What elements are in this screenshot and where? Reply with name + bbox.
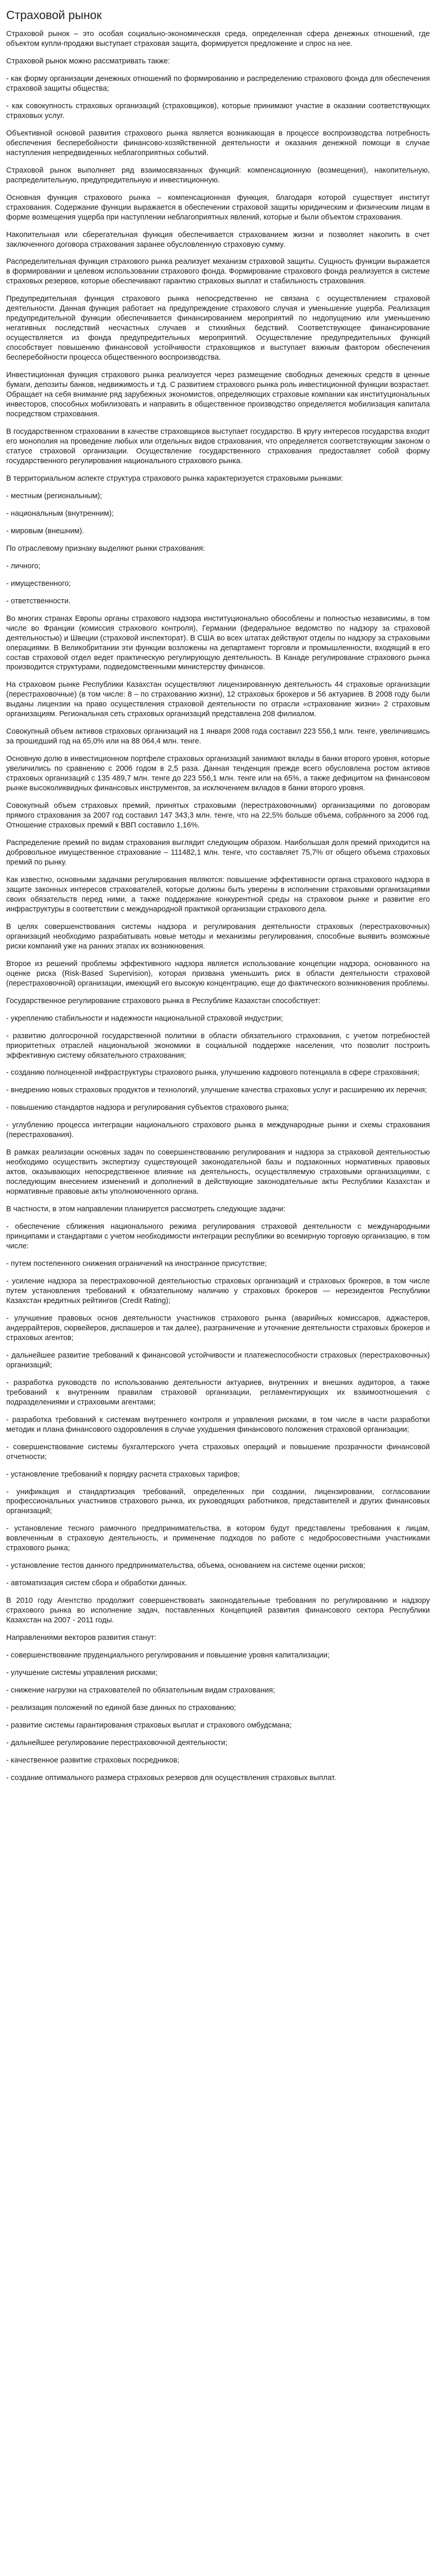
article-paragraph: Страховой рынок выполняет ряд взаимосвязанных функций: компенсационную (возмещения), накопительную, распределительную, предупредительную и инвестиционную.	[6, 166, 430, 184]
article-paragraph: В 2010 году Агентство продолжит совершенствовать законодательные требования по регулированию и надзору страхового рынка во исполнение задач, поставленных Концепцией развития финансового сектора Республики Казахстан на 2007 - 2011 годы.	[6, 1597, 430, 1625]
article-paragraph: Накопительная или сберегательная функция обеспечивается страхованием жизни и позволяет накопить в счет заключенного договора страхования заранее обусловленную страховую сумму.	[6, 230, 430, 249]
article-paragraph: Направлениями векторов развития станут:	[6, 1634, 156, 1642]
article-paragraph: Совокупный объем страховых премий, принятых страховыми (перестраховочными) организациями по договорам прямого страхования за 2007 год составил 147 343,3 млн. тенге, что на 22,5% больше объема, собранного за 2006 год. Отношение страховых премий к ВВП составило 1,16%.	[6, 802, 430, 830]
article-paragraph: Страховой рынок можно рассматривать также:	[6, 57, 170, 65]
article-paragraph: - дальнейшее развитие требований к финансовой устойчивости и платежеспособности страховых (перестраховочных) организаций;	[6, 1351, 430, 1369]
article-paragraph: Основную долю в инвестиционном портфеле страховых организаций занимают вклады в банки второго уровня, которые увеличились по сравнению с 2006 годом в 2,5 раза. Данная тенденция прежде всего обусловлена ростом активов страховых организаций с 135 489,7 млн. тенге до 223 556,1 млн. тенге или на 65%, а также дефицитом на финансовом рынке высоколиквидных финансовых инструментов, за исключением вкладов в банки второго уровня.	[6, 755, 430, 793]
article-paragraph: Предупредительная функция страхового рынка непосредственно не связана с осуществлением страховой деятельности. Данная функция работает на предупреждение страхового случая и уменьшение ущерба. Реализация предупредительной функции обеспечивается финансированием мероприятий по недопущению или уменьшению негативных последствий несчастных случаев и стихийных бедствий. Соответствующее финансирование осуществляется из фонда предупредительных мероприятий. Осуществление предупредительных функций способствует повышению финансовой устойчивости страховщиков и выступает важным фактором обеспечения бесперебойности процесса общественного воспроизводства.	[6, 295, 430, 362]
article-paragraph: Инвестиционная функция страхового рынка реализуется через размещение свободных денежных средств в ценные бумаги, депозиты банков, недвижимость и т.д. С развитием страхового рынка роль инвестиционной функции возрастает. Обращает на себя внимание ряд зарубежных экономистов, определяющих страховые компании как институциональных инвесторов, способных мобилизовать и направить в общественное производство определяется мобилизация капитала посредством страхования.	[6, 371, 430, 419]
article-body	[6, 29, 430, 1783]
article-paragraph: Объективной основой развития страхового рынка является возникающая в процессе воспроизводства потребность обеспечения бесперебойности финансово-хозяйственной деятельности и оказания денежной помощи в случае наступления непредвиденных неблагоприятных событий.	[6, 129, 430, 157]
article-title: Страховой рынок	[6, 8, 102, 22]
article-paragraph: - разработка требований к системам внутреннего контроля и управления рисками, в том числе в части разработки методик и плана финансового оздоровления в случае ухудшения финансового положения страховой организации;	[6, 1415, 430, 1434]
article-paragraph: Распределительная функция страхового рынка реализует механизм страховой защиты. Сущность функции выражается в формировании и целевом использовании страхового фонда. Формирование страхового фонда реализуется в системе страховых резервов, которые обеспечивают гарантию страховых выплат и стабильность страхования.	[6, 258, 430, 286]
article-paragraph: - путем постепенного снижения ограничений на иностранное присутствие;	[6, 1260, 267, 1268]
article-paragraph: - личного;	[6, 562, 41, 570]
article-paragraph: В государственном страховании в качестве страховщиков выступает государство. В кругу интересов государства входит его монополия на проведение любых или отдельных видов страхования, что определяется соответствующим законом о статусе страховой организации. Осуществление государственного страхования предоставляет собой форму государственного регулирования национального страхового рынка.	[6, 428, 430, 465]
article-paragraph: - усиление надзора за перестраховочной деятельностью страховых организаций и страховых брокеров, в том числе путем установления требований к обязательному наличию у страховых брокеров — нерезидентов Республики Казахстан кредитных рейтингов (Credit Rating);	[6, 1277, 430, 1305]
article-paragraph: - совершенствование пруденциального регулирования и повышение уровня капитализации;	[6, 1651, 330, 1660]
article-paragraph: Страховой рынок – это особая социально-экономическая среда, определенная сфера денежных отношений, где объектом купли-продажи выступает страховая защита, формируется предложение и спрос на нее.	[6, 30, 430, 48]
article-paragraph: В частности, в этом направлении планируется рассмотреть следующие задачи:	[6, 1205, 286, 1214]
article-paragraph: Распределение премий по видам страхования выглядит следующим образом. Наибольшая доля премий приходится на добровольное имущественное страхование – 111482,1 млн. тенге, что составляет 75,7% от общего объема страховых премий по рынку.	[6, 839, 430, 867]
article-paragraph: Государственное регулирование страхового рынка в Республике Казахстан способствует:	[6, 996, 321, 1005]
article-paragraph: - автоматизация систем сбора и обработки данных.	[6, 1579, 187, 1588]
article-paragraph: В рамках реализации основных задач по совершенствованию регулирования и надзора за страховой деятельностью необходимо осуществить экспертизу существующей законодательной базы и подзаконных нормативных правовых актов, оказывающих непосредственное влияние на деятельность, осуществляемую страховыми организациями, с последующим внесением изменений и дополнений в действующие законодательные акты Республики Казахстан и нормативные правовые акты уполномоченного органа.	[6, 1148, 430, 1196]
article-paragraph: - обеспечение сближения национального режима регулирования страховой деятельности с международными принципами и стандартами с учетом необходимости интеграции республики во всемирную торговую организацию, в том числе:	[6, 1223, 430, 1251]
article-paragraph: - созданию полноценной инфраструктуры страхового рынка, улучшению кадрового потенциала в сфере страхования;	[6, 1069, 420, 1077]
article-paragraph: Совокупный объем активов страховых организаций на 1 января 2008 года составил 223 556,1 млн. тенге, увеличившись за прошедший год на 65,0% или на 88 064,4 млн. тенге.	[6, 727, 430, 746]
article-paragraph: - создание оптимального размера страховых резервов для осуществления страховых выплат.	[6, 1773, 337, 1782]
article-paragraph: Второе из решений проблемы эффективного надзора является использование концепции надзора, основанного на оценке риска (Risk-Based Supervision), которая призвана уменьшить риск в области деятельности страховой (перестраховочной) организации, имеющий его высокую концентрацию, еще до фактического возникновения проблемы.	[6, 959, 430, 988]
article-paragraph: - совершенствование системы бухгалтерского учета страховых операций и повышение прозрачности финансовой отчетности;	[6, 1443, 430, 1461]
article-paragraph: Как известно, основными задачами регулирования являются: повышение эффективности органа страхового надзора в защите законных интересов страхователей, которые должны быть уверены в исполнении страховыми организациями своих обязательств перед ними, а также поддержание конкурентной среды на страховом рынке и развитие его инфраструктуры в соответствии с международной практикой организации страхового дела.	[6, 875, 430, 913]
article-paragraph: Во многих странах Европы органы страхового надзора институционально обособлены и полностью независимы, в том числе во Франции (комиссия страхового контроля), Германии (федеральное ведомство по надзору за страховой деятельностью) и Швеции (страховой инспекторат). В США во всех штатах действуют отделы по надзору за страховыми операциями. В Великобритании эти функции возложены на департамент торговли и промышленности, входящий в его состав страховой отдел ведет практическую регулирующую деятельность. В Канаде регулирование страхового рынка производится структурами, подведомственными министерству финансов.	[6, 614, 430, 672]
article-paragraph: - укреплению стабильности и надежности национальной страховой индустрии;	[6, 1014, 283, 1023]
article-paragraph: - как форму организации денежных отношений по формированию и распределению страхового фонда для обеспечения страховой защиты общества;	[6, 74, 430, 93]
article-paragraph: - мировым (внешним).	[6, 527, 84, 535]
article-paragraph: - местным (региональным);	[6, 492, 102, 500]
article-paragraph: - установление требований к порядку расчета страховых тарифов;	[6, 1470, 240, 1479]
article-paragraph: - установление тесного рамочного предпринимательства, в котором будут представлены требования к лицам, вовлеченным в страховую деятельность, и применение подходов по работе с недобросовестными участниками страхового рынка;	[6, 1524, 430, 1553]
article-paragraph: Основная функция страхового рынка – компенсационная функция, благодаря которой существует институт страхования. Содержание функции выражается в обеспечении страховой защиты юридическим и физическим лицам в форме возмещения ущерба при наступлении неблагоприятных явлений, которые и были объектом страхования.	[6, 193, 430, 222]
article-paragraph: - как совокупность страховых организаций (страховщиков), которые принимают участие в оказании соответствующих страховых услуг.	[6, 101, 430, 120]
article-paragraph: - ответственности.	[6, 597, 71, 605]
article-paragraph: - установление тестов данного предпринимательства, объема, основанием на системе оценки рисков;	[6, 1562, 365, 1570]
article-paragraph: - национальным (внутренним);	[6, 509, 114, 518]
article-paragraph: - снижение нагрузки на страхователей по обязательным видам страхования;	[6, 1686, 275, 1695]
article-paragraph: - имущественного;	[6, 579, 71, 588]
article-paragraph: - дальнейшее регулирование перестраховочной деятельности;	[6, 1738, 228, 1747]
article-paragraph: - качественное развитие страховых посредников;	[6, 1756, 180, 1765]
article-paragraph: - унификация и стандартизация требований, определенных при создании, лицензировании, согласовании профессиональных участников страхового рынка, их руководящих работников, представителей и других финансовых организаций;	[6, 1487, 430, 1516]
article-paragraph: - углублению процесса интеграции национального страхового рынка в международные рынки и схемы страхования (перестрахования).	[6, 1121, 430, 1140]
article-paragraph: По отраслевому признаку выделяют рынки страхования:	[6, 544, 205, 553]
article-paragraph: - повышению стандартов надзора и регулирования субъектов страхового рынка;	[6, 1104, 289, 1112]
article-paragraph: - улучшение правовых основ деятельности участников страхового рынка (аварийных комиссаров, аджастеров, андеррайтеров, сюрвейеров, диспашеров и так далее), разграничение и уточнение деятельности страховых брокеров и страховых агентов;	[6, 1314, 430, 1342]
article-paragraph: - улучшение системы управления рисками;	[6, 1669, 158, 1677]
article-paragraph: На страховом рынке Республики Казахстан осуществляют лицензированную деятельность 44 страховые организации (перестраховочные) (в том числе: 8 – по страхованию жизни), 12 страховых брокеров и 56 актуариев. В 2008 году были выданы лицензии на право осуществления страховой деятельности по отрасли «страхование жизни» 2 страховым организациям. Региональная сеть страховых организаций представлена 208 филиалом.	[6, 681, 430, 719]
article-paragraph: - реализация положений по единой базе данных по страхованию;	[6, 1704, 236, 1713]
article-paragraph: - разработка руководств по использованию деятельности актуариев, внутренних и внешних аудиторов, а также требований к внутренним правилам страховой организации, регламентирующих их взаимоотношения с подразделениями и страховыми агентами;	[6, 1378, 430, 1406]
article-paragraph: В целях совершенствования системы надзора и регулирования деятельности страховых (перестраховочных) организаций необходимо разрабатывать новые методы и механизмы регулирования, способные выявить возможные риски компаний уже на ранних этапах их возникновения.	[6, 922, 430, 951]
article-paragraph: - развитие системы гарантирования страховых выплат и страхового омбудсмана;	[6, 1721, 292, 1730]
article-paragraph: - развитию долгосрочной государственной политики в области обязательного страхования, с учетом потребностей приоритетных отраслей национальной экономики в социальной поддержке населения, что позволит построить эффективную систему обязательного страхования;	[6, 1031, 430, 1060]
article-paragraph: В территориальном аспекте структура страхового рынка характеризуется страховыми рынками:	[6, 474, 343, 483]
article-paragraph: - внедрению новых страховых продуктов и технологий, улучшение качества страховых услуг и расширению их перечня;	[6, 1086, 427, 1095]
